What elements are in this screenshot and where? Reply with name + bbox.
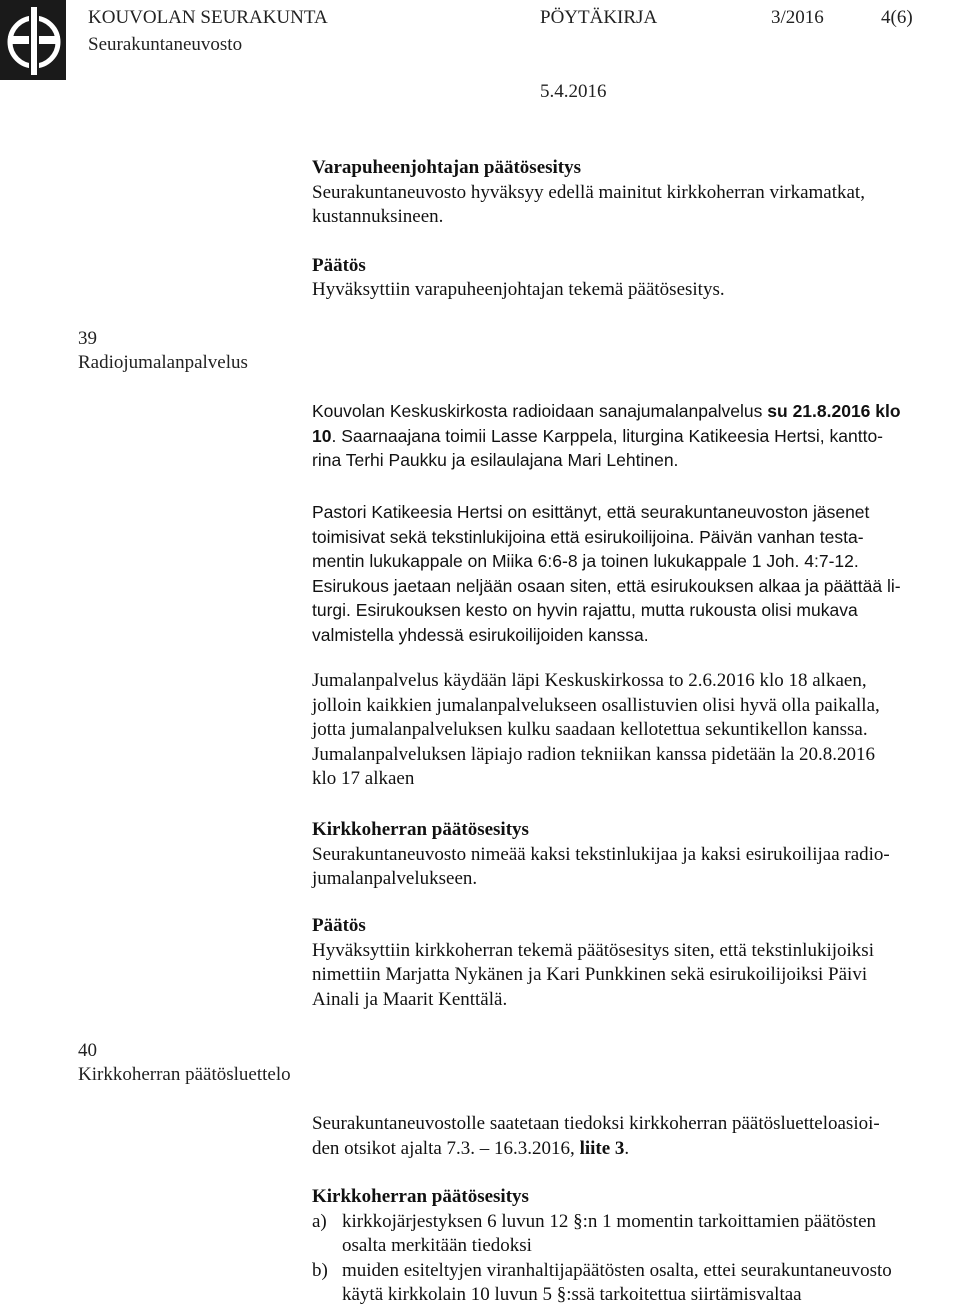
para-line: nimettiin Marjatta Nykänen ja Kari Punkkinen sekä esirukoilijoiksi Päivi	[312, 964, 868, 985]
item-40-proposal	[312, 1185, 952, 1308]
list-item	[312, 1210, 952, 1259]
header-doc-type: PÖYTÄKIRJA	[540, 7, 658, 28]
list-line: muiden esiteltyjen viranhaltijapäätösten osalta, ettei seurakuntaneuvosto	[342, 1259, 892, 1281]
list-line: osalta merkitään tiedoksi	[342, 1235, 532, 1256]
item-39-number: 39	[78, 328, 97, 349]
para-line: Jumalanpalvelus käydään läpi Keskuskirkossa to 2.6.2016 klo 18 alkaen,	[312, 670, 867, 691]
header-doc-number: 3/2016	[771, 7, 824, 28]
para-line: klo 17 alkaen	[312, 768, 415, 789]
parish-logo	[0, 0, 66, 80]
prev-para-line: kustannuksineen.	[312, 206, 444, 227]
item-40-para-1	[312, 1112, 952, 1161]
item-40-number: 40	[78, 1040, 97, 1061]
date-emphasis: su 21.8.2016 klo	[767, 401, 901, 421]
para-line: Esirukous jaetaan neljään osaan siten, että esirukouksen alkaa ja päättää li-	[312, 575, 901, 596]
item-39-proposal	[312, 818, 952, 892]
text-span: .	[624, 1137, 630, 1159]
para-line: valmistella yhdessä esirukoilijoiden kanssa.	[312, 624, 649, 645]
para-line: Hyväksyttiin kirkkoherran tekemä päätösesitys siten, että tekstinlukijoiksi	[312, 939, 874, 961]
header-body: Seurakuntaneuvosto	[88, 34, 243, 55]
text-span: Kouvolan Keskuskirkosta radioidaan sanajumalanpalvelus	[312, 401, 768, 421]
item-40-title: Kirkkoherran päätösluettelo	[78, 1064, 291, 1085]
item-39-decision	[312, 914, 952, 1012]
attachment-ref: liite 3	[579, 1137, 625, 1159]
para-line: Pastori Katikeesia Hertsi on esittänyt, että seurakuntaneuvoston jäsenet	[312, 502, 870, 522]
item-39-para-1	[312, 399, 952, 473]
para-line: toimisivat sekä tekstinlukijoina että esirukoilijoina. Päivän vanhan testa-	[312, 526, 864, 547]
para-line: mentin lukukappale on Miika 6:6-8 ja toinen lukukappale 1 Joh. 4:7-12.	[312, 551, 859, 571]
item-39-title: Radiojumalanpalvelus	[78, 352, 248, 373]
header-org: KOUVOLAN SEURAKUNTA	[88, 7, 328, 28]
item-39-para-3	[312, 669, 952, 792]
para-line: Seurakuntaneuvostolle saatetaan tiedoksi kirkkoherran päätösluetteloasioi-	[312, 1113, 880, 1134]
header-date: 5.4.2016	[540, 81, 607, 102]
time-emphasis: 10	[312, 425, 332, 446]
para-line: Ainali ja Maarit Kenttälä.	[312, 988, 508, 1010]
proposal-list	[312, 1210, 952, 1308]
prev-heading-proposal: Varapuheenjohtajan päätösesitys	[312, 157, 582, 178]
list-line: kirkkojärjestyksen 6 luvun 12 §:n 1 momentin tarkoittamien päätösten	[342, 1210, 877, 1232]
header-page: 4(6)	[881, 7, 913, 28]
para-line: Seurakuntaneuvosto nimeää kaksi tekstinlukijaa ja kaksi esirukoilijaa radio-	[312, 843, 890, 865]
list-item	[312, 1259, 952, 1308]
para-line: jumalanpalvelukseen.	[312, 868, 478, 889]
text-span: den otsikot ajalta 7.3. – 16.3.2016,	[312, 1137, 580, 1159]
text-span: rina Terhi Paukku ja esilaulajana Mari Lehtinen.	[312, 450, 679, 470]
para-line: turgi. Esirukouksen kesto on hyvin rajattu, mutta rukousta olisi mukava	[312, 600, 858, 620]
text-span: . Saarnaajana toimii Lasse Karppela, liturgina Katikeesia Hertsi, kantto-	[331, 425, 884, 446]
para-line: Jumalanpalveluksen läpiajo radion tekniikan kanssa pidetään la 20.8.2016	[312, 743, 875, 765]
item-39-para-2	[312, 500, 952, 647]
prev-para-line: Seurakuntaneuvosto hyväksyy edellä mainitut kirkkoherran virkamatkat,	[312, 181, 865, 203]
list-line: käytä kirkkolain 10 luvun 5 §:ssä tarkoitettua siirtämisvaltaa	[342, 1284, 802, 1305]
prev-heading-decision: Päätös	[312, 254, 366, 276]
prev-paragraph	[312, 181, 952, 230]
prev-section	[312, 156, 952, 303]
proposal-heading: Kirkkoherran päätösesitys	[312, 819, 529, 840]
prev-decision-text: Hyväksyttiin varapuheenjohtajan tekemä päätösesitys.	[312, 279, 725, 300]
list-marker: b)	[312, 1259, 328, 1281]
proposal-heading: Kirkkoherran päätösesitys	[312, 1186, 529, 1207]
para-line: jolloin kaikkien jumalanpalvelukseen osallistuvien olisi hyvä olla paikalla,	[312, 694, 880, 716]
decision-heading: Päätös	[312, 915, 366, 936]
list-marker: a)	[312, 1210, 327, 1232]
para-line: jotta jumalanpalveluksen kulku saadaan kellotettua sekuntikellon kanssa.	[312, 719, 868, 740]
